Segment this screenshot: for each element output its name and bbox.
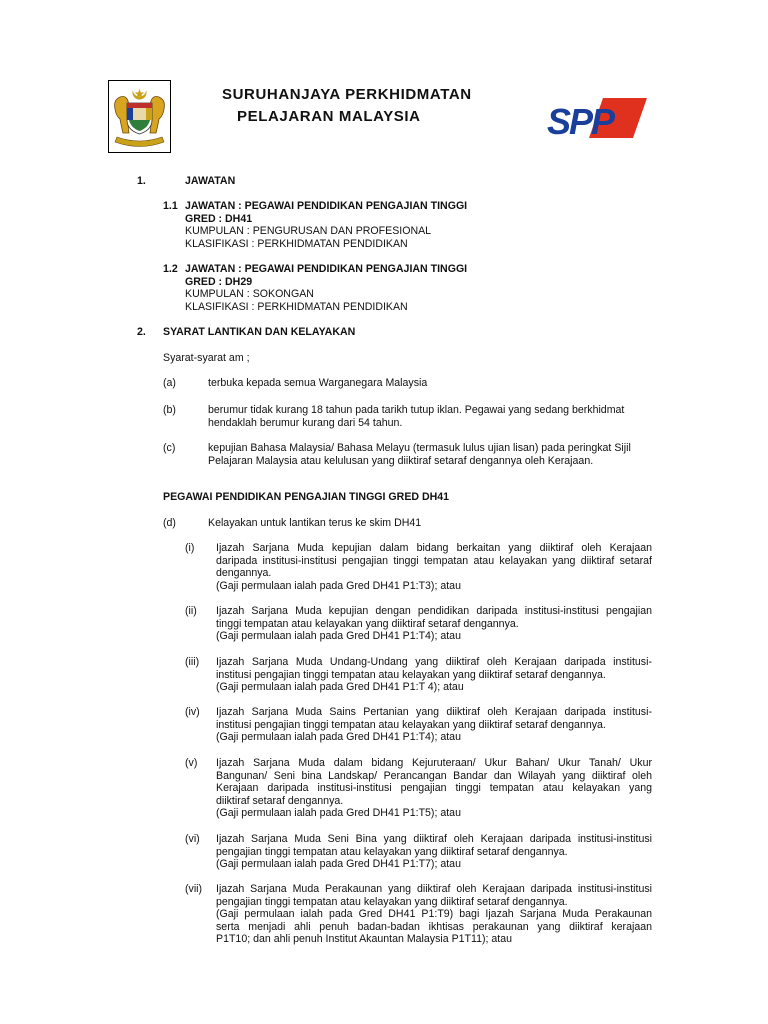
item-1-2-kumpulan: KUMPULAN : SOKONGAN bbox=[185, 288, 314, 300]
qualification-vi-label: (vi) bbox=[185, 833, 200, 845]
qualification-iv-text bbox=[216, 706, 652, 744]
qualification-ii-text bbox=[216, 605, 652, 643]
qualification-line: pengajian tinggi tempatan atau kelayakan yang diiktiraf setaraf dengannya. bbox=[216, 845, 568, 858]
condition-d-label: (d) bbox=[163, 517, 176, 529]
item-1-2-gred: GRED : DH29 bbox=[185, 275, 253, 288]
item-1-2-klasifikasi: KLASIFIKASI : PERKHIDMATAN PENDIDIKAN bbox=[185, 300, 408, 313]
spp-logo-mark-icon bbox=[545, 96, 649, 140]
section-1-heading: JAWATAN bbox=[185, 175, 236, 187]
condition-a-text: terbuka kepada semua Warganegara Malaysia bbox=[208, 377, 428, 389]
condition-d-text: Kelayakan untuk lantikan terus ke skim DH41 bbox=[208, 517, 422, 529]
qualification-salary-line: (Gaji permulaan ialah pada Gred DH41 P1:T5); atau bbox=[216, 807, 461, 820]
page-title-line-1: SURUHANJAYA PERKHIDMATAN bbox=[222, 86, 472, 103]
item-1-2-title: JAWATAN : PEGAWAI PENDIDIKAN PENGAJIAN TINGGI bbox=[185, 263, 468, 275]
qualification-salary-line: (Gaji permulaan ialah pada Gred DH41 P1:T4); atau bbox=[216, 630, 461, 643]
condition-b-line: berumur tidak kurang 18 tahun pada tarikh tutup iklan. Pegawai yang sedang berkhidmat bbox=[208, 404, 625, 416]
item-1-1-gred: GRED : DH41 bbox=[185, 212, 253, 225]
condition-b-label: (b) bbox=[163, 404, 176, 416]
qualification-line: diiktiraf setaraf dengannya. bbox=[216, 794, 344, 807]
qualification-salary-line: (Gaji permulaan ialah pada Gred DH41 P1:T4); atau bbox=[216, 731, 461, 744]
qualification-line: Bangunan/ Seni bina Landskap/ Perancangan Bandar dan Wilayah yang diiktiraf oleh bbox=[216, 769, 652, 782]
qualification-salary-line: (Gaji permulaan ialah pada Gred DH41 P1:T3); atau bbox=[216, 579, 461, 592]
qualification-line: Ijazah Sarjana Muda dalam bidang Kejuruteraan/ Ukur Bahan/ Ukur Tanah/ Ukur bbox=[216, 757, 652, 769]
qualification-line: P1T10; dan ahli penuh Institut Akauntan Malaysia P1T11); atau bbox=[216, 933, 513, 946]
qualification-line: institusi pengajian tinggi tempatan atau kelayakan yang diiktiraf setaraf dengannya. bbox=[216, 668, 606, 681]
condition-c-line: kepujian Bahasa Malaysia/ Bahasa Melayu (termasuk lulus ujian lisan) pada peringkat Sijil bbox=[208, 442, 631, 454]
qualification-vii-text bbox=[216, 883, 652, 946]
qualification-salary-line: (Gaji permulaan ialah pada Gred DH41 P1:T7); atau bbox=[216, 858, 461, 871]
item-1-2-number: 1.2 bbox=[163, 263, 178, 275]
item-1-1-number: 1.1 bbox=[163, 200, 178, 212]
qualification-ii-label: (ii) bbox=[185, 605, 197, 617]
qualification-iii-text bbox=[216, 656, 652, 694]
section-2-heading: SYARAT LANTIKAN DAN KELAYAKAN bbox=[163, 326, 356, 338]
qualification-line: Ijazah Sarjana Muda Seni Bina yang diiktiraf oleh Kerajaan daripada institusi-institusi bbox=[216, 833, 652, 845]
general-conditions-intro: Syarat-syarat am ; bbox=[163, 352, 250, 364]
qualification-salary-line: (Gaji permulaan ialah pada Gred DH41 P1:T 4); atau bbox=[216, 681, 464, 694]
coat-of-arms-logo bbox=[108, 80, 171, 153]
qualification-i-text bbox=[216, 542, 652, 592]
qualification-line: (Gaji permulaan ialah pada Gred DH41 P1:T9) bagi Ijazah Sarjana Muda Perakaunan bbox=[216, 908, 652, 921]
qualification-i-label: (i) bbox=[185, 542, 195, 554]
qualification-v-text bbox=[216, 757, 652, 820]
dh41-subheading: PEGAWAI PENDIDIKAN PENGAJIAN TINGGI GRED DH41 bbox=[163, 491, 450, 503]
qualification-line: Ijazah Sarjana Muda kepujian dengan pendidikan daripada institusi-institusi pengajian bbox=[216, 605, 652, 617]
section-2-number: 2. bbox=[137, 326, 146, 338]
qualification-line: dengannya. bbox=[216, 567, 272, 580]
condition-c-line: Pelajaran Malaysia atau kelulusan yang diiktiraf setaraf dengannya oleh Kerajaan. bbox=[208, 454, 594, 467]
page-title-line-2: PELAJARAN MALAYSIA bbox=[237, 108, 421, 125]
qualification-line: Ijazah Sarjana Muda Sains Pertanian yang diiktiraf oleh Kerajaan daripada institusi- bbox=[216, 706, 652, 718]
qualification-line: serta menjadi ahli penuh badan-badan ikhtisas perakaunan yang diiktiraf kerajaan bbox=[216, 920, 652, 933]
spp-logo bbox=[545, 96, 649, 140]
section-1-number: 1. bbox=[137, 175, 146, 187]
condition-a-label: (a) bbox=[163, 377, 176, 389]
spp-logo-text: SPP bbox=[547, 101, 614, 140]
qualification-line: institusi pengajian tinggi tempatan atau kelayakan yang diiktiraf setaraf dengannya. bbox=[216, 718, 606, 731]
qualification-line: Ijazah Sarjana Muda kepujian dalam bidang berkaitan yang diiktiraf oleh Kerajaan bbox=[216, 542, 652, 554]
qualification-line: Kerajaan daripada institusi-institusi pengajian tinggi tempatan atau kelayakan yang bbox=[216, 782, 652, 795]
qualification-line: Ijazah Sarjana Muda Perakaunan yang diiktiraf oleh Kerajaan daripada institusi-institusi bbox=[216, 883, 652, 895]
condition-b-line: hendaklah berumur kurang dari 54 tahun. bbox=[208, 416, 403, 429]
qualification-line: tinggi tempatan atau kelayakan yang diiktiraf setaraf dengannya. bbox=[216, 617, 519, 630]
qualification-vi-text bbox=[216, 833, 652, 871]
item-1-1-title: JAWATAN : PEGAWAI PENDIDIKAN PENGAJIAN TINGGI bbox=[185, 200, 468, 212]
item-1-1-kumpulan: KUMPULAN : PENGURUSAN DAN PROFESIONAL bbox=[185, 225, 432, 237]
qualification-line: daripada institusi-institusi pengajian tinggi tempatan atau kelayakan yang diiktiraf setaraf bbox=[216, 554, 652, 567]
qualification-iv-label: (iv) bbox=[185, 706, 200, 718]
qualification-line: pengajian tinggi tempatan atau kelayakan yang diiktiraf setaraf dengannya. bbox=[216, 895, 568, 908]
qualification-line: Ijazah Sarjana Muda Undang-Undang yang diiktiraf oleh Kerajaan daripada institusi- bbox=[216, 656, 652, 668]
condition-c-label: (c) bbox=[163, 442, 176, 454]
qualification-vii-label: (vii) bbox=[185, 883, 203, 895]
coat-of-arms-emblem-icon bbox=[109, 81, 170, 152]
qualification-iii-label: (iii) bbox=[185, 656, 200, 668]
item-1-1-klasifikasi: KLASIFIKASI : PERKHIDMATAN PENDIDIKAN bbox=[185, 237, 408, 250]
qualification-v-label: (v) bbox=[185, 757, 198, 769]
